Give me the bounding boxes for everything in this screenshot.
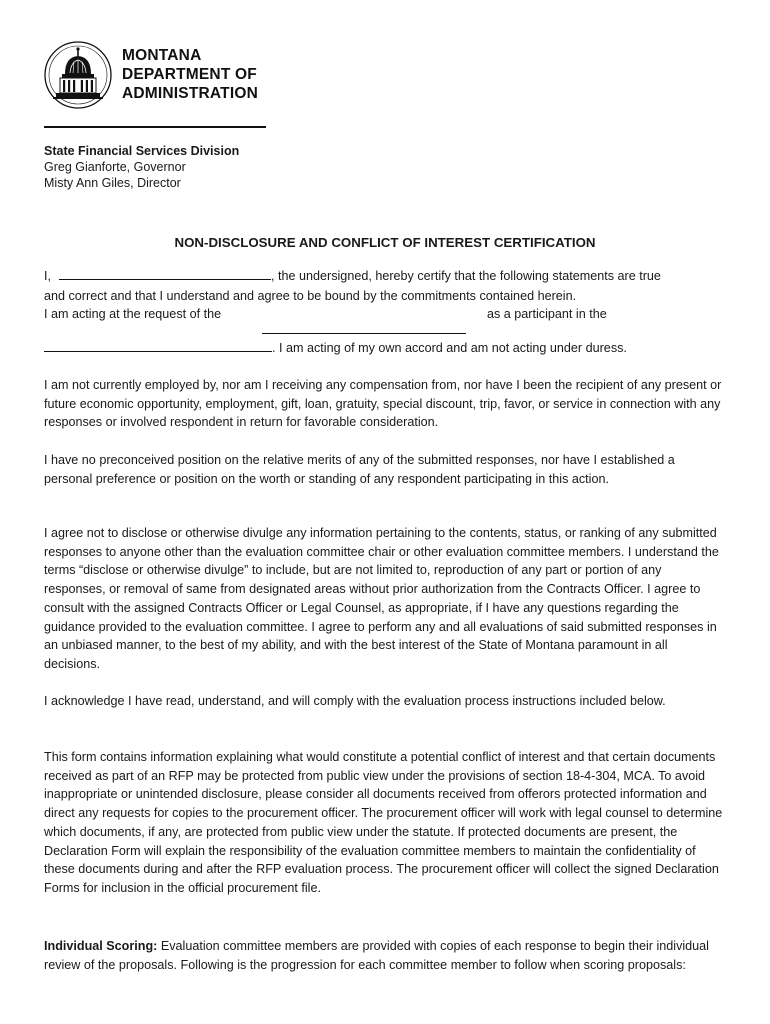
paragraph-no-preconceived-position: I have no preconceived position on the relative merits of any of the submitted responses, nor have I established a personal preference or position on the worth or standing of any respondent participating in this action.	[44, 453, 675, 486]
individual-scoring-heading: Individual Scoring:	[44, 939, 158, 953]
capitol-dome-seal-icon	[44, 41, 112, 109]
paragraph-no-compensation: I am not currently employed by, nor am I receiving any compensation from, nor have I been the recipient of any present or future economic opportunity, employment, gift, loan, gratuity, special discount, trip, favor, or service in connection with any responses or involved respondent in return for favorable consideration.	[44, 378, 722, 430]
certification-line-3-right: as a participant in the	[487, 307, 607, 321]
paragraph-individual-scoring	[44, 937, 724, 974]
paragraph-acknowledgement: I acknowledge I have read, understand, and will comply with the evaluation process instructions included below.	[44, 694, 666, 708]
participant-role-blank-field[interactable]	[44, 339, 272, 352]
paragraph-conflict-of-interest-info: This form contains information explaining what would constitute a potential conflict of interest and that certain documents received as part of an RFP may be protected from public view under the provisions of section 18-4-304, MCA. To avoid inappropriate or unintended disclosure, please consider all documents received from offerors protected information and direct any requests for copies to the procurement officer. The procurement officer will work with legal counsel to determine which documents, if any, are protected from public view under the statute. If protected documents are present, the Declaration Form will explain the responsibility of the evaluation committee members to maintain the confidentiality of these documents during and after the RFP evaluation process. The procurement officer will collect the signed Declaration Forms for inclusion in the official procurement file.	[44, 750, 723, 895]
director-line: Misty Ann Giles, Director	[44, 176, 181, 190]
certification-line-1	[44, 267, 661, 284]
certification-line-2: and correct and that I understand and agree to be bound by the commitments contained herein.	[44, 289, 577, 303]
header-divider	[44, 126, 266, 128]
governor-line: Greg Gianforte, Governor	[44, 160, 186, 174]
division-name: State Financial Services Division	[44, 144, 240, 158]
individual-scoring-text: Evaluation committee members are provided with copies of each response to begin their individual review of the proposals. Following is the progression for each committee member to follow when scoring proposals:	[44, 939, 709, 972]
certification-prefix: I,	[44, 269, 51, 283]
paragraph-non-disclosure-agreement: I agree not to disclose or otherwise divulge any information pertaining to the contents, status, or ranking of any submitted responses to anyone other than the evaluation committee chair or other evaluation committee members. I understand the terms “disclose or otherwise divulge” to include, but are not limited to, reproduction of any part or portion of any responses, or removal of same from designated areas without prior authorization from the Contracts Officer. I agree to consult with the assigned Contracts Officer or Legal Counsel, as appropriate, if I have any questions regarding the guidance provided to the evaluation committee. I agree to perform any and all evaluations of said submitted responses in an unbiased manner, to the best of my ability, and with the best interest of the State of Montana paramount in all decisions.	[44, 526, 719, 671]
certification-line-5-text: . I am acting of my own accord and am not acting under duress.	[272, 341, 627, 355]
division-block	[44, 143, 239, 191]
agency-line-3: ADMINISTRATION	[122, 85, 258, 102]
agency-line-2: DEPARTMENT OF	[122, 66, 257, 83]
requesting-agency-blank-field[interactable]	[262, 321, 466, 334]
certification-line-5	[44, 339, 627, 356]
certification-line-3-left: I am acting at the request of the	[44, 307, 222, 321]
name-blank-field[interactable]	[59, 267, 271, 280]
agency-name	[122, 46, 258, 103]
agency-line-1: MONTANA	[122, 47, 202, 64]
certification-line-1-text: , the undersigned, hereby certify that the following statements are true	[271, 269, 661, 283]
document-title: NON-DISCLOSURE AND CONFLICT OF INTEREST CERTIFICATION	[174, 235, 596, 250]
